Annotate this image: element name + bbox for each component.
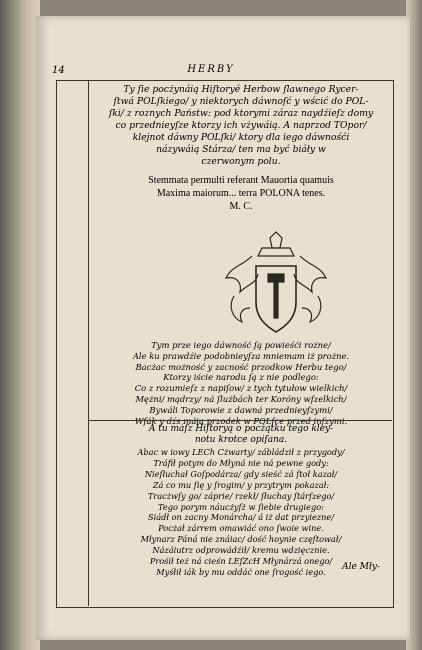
catchword: Ale Mły-: [342, 562, 380, 572]
poem-about-the-crest: Tym prze iego dáwność ſą powieśći rożne/ Ale ku prawdźie podobnieyſza mniemam iż prożne. Bacżac możność y zacność przodkow Herbu tego/ Ktorzy iście narodu ſą z nie podlego: Co z rozumieſz z napiſow/ z tych tytułow wielkich/ Mężni/ mądrzy/ ná ſlużbách ter Koróny wſzelkich/ Bywáli Toporowie z dawná przednieyſzymi/ Wſák y dźs máia przodek w POLſce przed inſzymi.: [132, 340, 350, 426]
book-spine: [0, 0, 40, 650]
intro-text: Ty ſie pocżynáią Hiſtoryé Herbow ſlawnego Rycer- ſtwá POLſkiego/ y niektorych dáwnoſć y wścić do POL- ſki/ z roznych Państw: pod ktorymi záraz naydźieſz domy co przednieyſze ktorzy ich vżywáią. A naprzod TOpor/ klejnot dáwny POLſki/ ktory dla iego dáwnośći názywáią Stárza/ ten ma być biáły w czerwonym polu.: [108, 84, 374, 167]
page-number: 14: [52, 65, 65, 76]
running-head: HERBY: [187, 64, 235, 75]
latin-verse: Stemmata permulti referant Mauortia quamuis Maxima maiorum... terra POLONA tenes. M. C.: [148, 175, 334, 212]
topor-coat-of-arms-illustration: [222, 226, 330, 342]
section-title: A tu máſz Hiſtoryą o pocżątku tego kley- notu krotce opiſana.: [148, 424, 334, 445]
margin-rule: [88, 80, 89, 606]
history-poem: Abac w iowy LECh Cżwarty/ zábládził z przygody/ Tráfił potym do Młyná nie ná pewne gody: Nieſłuchał Goſpodárza/ gdy sieść zá ſtoł kazał/ Zá co mu ſię y ſrogim/ y przytrym pokazał: Tracżwſy go/ záprie/ rzekł/ ſłuchay ſtárſzego/ Tego porym náucżyſż w ſiebie drugiego: Siádł on zacny Monárcha/ á iż dat przyiezne/ Pocżał zárrem omawiáć ono ſwoie wine. Młynarz Páná nie znáiac/ dość hoynie częſtował/ Názáiutrz odprowádźił/ kremu wdzięcznie. Prośił też ná cieśn LEſZcH Młynárzá onego/ Myśłił iák by mu oddáć one ſrogość iego.: [137, 447, 345, 577]
section-divider: [88, 420, 392, 421]
